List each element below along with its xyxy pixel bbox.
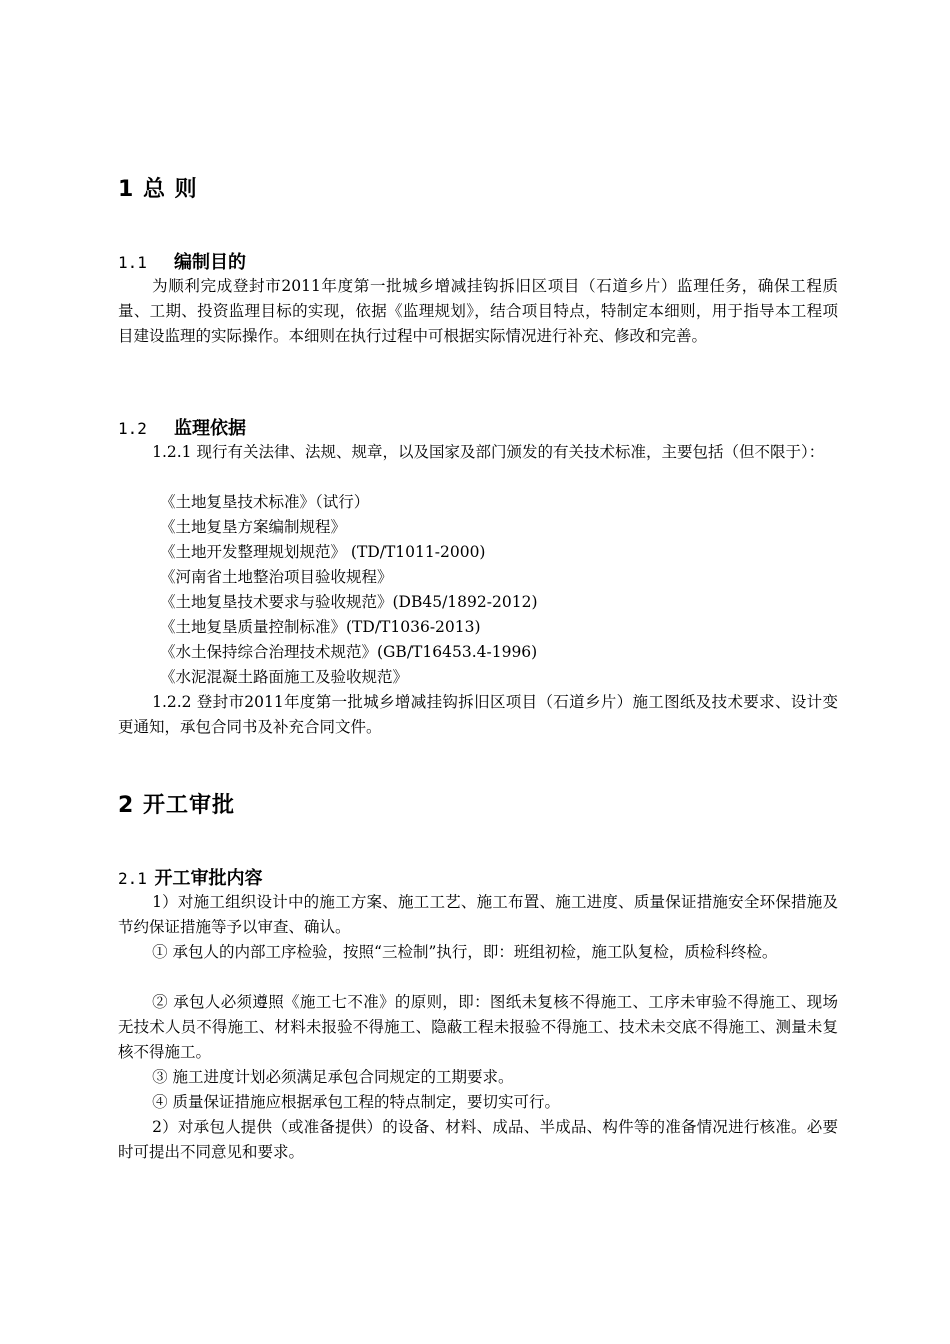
- reference-item: 《土地复垦技术要求与验收规范》(DB45/1892-2012): [160, 593, 538, 611]
- basis-paragraph-1: 1.2.1 现行有关法律、法规、规章，以及国家及部门颁发的有关技术标准，主要包括（但不限于）：: [152, 443, 825, 461]
- subsection-1-2-heading: [118, 414, 246, 440]
- approval-paragraph: ③ 施工进度计划必须满足承包合同规定的工期要求。: [152, 1068, 514, 1086]
- approval-paragraph: ④ 质量保证措施应根据承包工程的特点制定，要切实可行。: [152, 1093, 561, 1111]
- reference-item: 《土地复垦质量控制标准》(TD/T1036-2013): [160, 618, 481, 636]
- subsection-title: 编制目的: [174, 252, 246, 273]
- approval-paragraph: ② 承包人必须遵照《施工七不准》的原则，即：图纸未复核不得施工、工序未审验不得施工、现场无技术人员不得施工、材料未报验不得施工、隐蔽工程未报验不得施工、技术未交底不得施工、测量未复核不得施工。: [118, 993, 838, 1061]
- subsection-2-1-heading: [118, 864, 263, 890]
- subsection-number: 1.1: [118, 253, 147, 272]
- approval-paragraph: 2）对承包人提供（或准备提供）的设备、材料、成品、半成品、构件等的准备情况进行核准。必要时可提出不同意见和要求。: [118, 1118, 838, 1161]
- approval-paragraph: ① 承包人的内部工序检验，按照“三检制”执行，即：班组初检，施工队复检，质检科终检。: [152, 943, 778, 961]
- reference-item: 《水土保持综合治理技术规范》(GB/T16453.4-1996): [160, 643, 538, 661]
- purpose-paragraph: 为顺利完成登封市2011年度第一批城乡增减挂钩拆旧区项目（石道乡片）监理任务，确保工程质量、工期、投资监理目标的实现，依据《监理规划》，结合项目特点，特制定本细则，用于指导本工程项目建设监理的实际操作。本细则在执行过程中可根据实际情况进行补充、修改和完善。: [118, 277, 838, 345]
- reference-item: 《土地开发整理规划规范》 (TD/T1011-2000): [160, 543, 486, 561]
- reference-item: 《土地复垦技术标准》（试行）: [160, 493, 370, 511]
- approval-paragraph: 1）对施工组织设计中的施工方案、施工工艺、施工布置、施工进度、质量保证措施安全环保措施及节约保证措施等予以审查、确认。: [118, 893, 838, 936]
- subsection-title: 监理依据: [174, 418, 246, 439]
- subsection-title: 开工审批内容: [154, 868, 263, 889]
- subsection-number: 2.1: [118, 869, 147, 888]
- section-2-heading: 2 开工审批: [118, 793, 235, 818]
- subsection-number: 1.2: [118, 419, 147, 438]
- basis-paragraph-2: 1.2.2 登封市2011年度第一批城乡增减挂钩拆旧区项目（石道乡片）施工图纸及技术要求、设计变更通知，承包合同书及补充合同文件。: [118, 693, 838, 736]
- subsection-1-1-heading: [118, 248, 246, 274]
- reference-item: 《水泥混凝土路面施工及验收规范》: [160, 668, 409, 686]
- section-1-heading: 1 总 则: [118, 177, 198, 202]
- reference-item: 《河南省土地整治项目验收规程》: [160, 568, 393, 586]
- reference-item: 《土地复垦方案编制规程》: [160, 518, 347, 536]
